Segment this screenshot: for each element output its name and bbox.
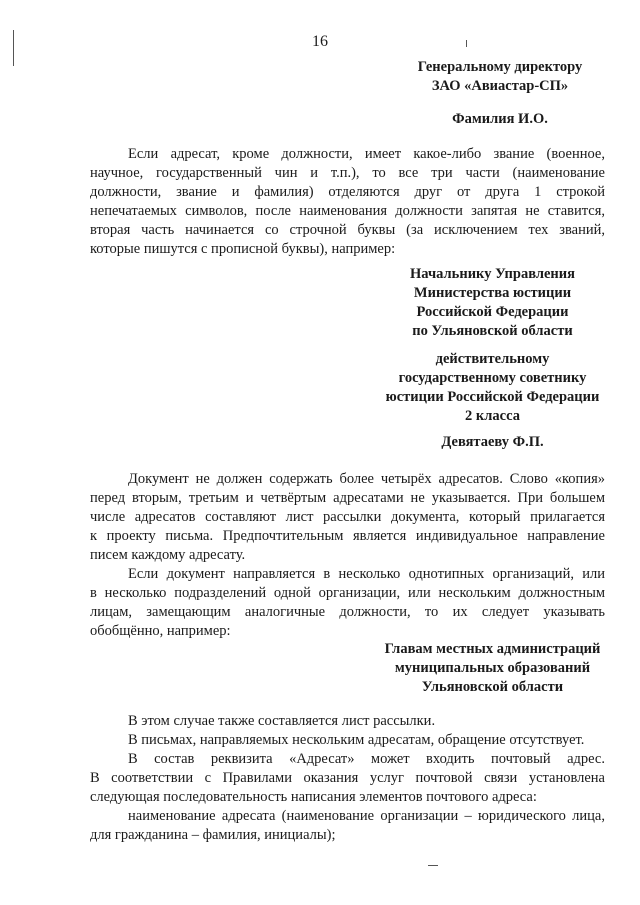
text-line: в несколько подразделений одной организации, или нескольким должностным <box>90 585 605 601</box>
text-line: к проекту письма. Предпочтительным является индивидуальное направление <box>90 528 605 544</box>
text-line: В состав реквизита «Адресат» может входить почтовый адрес. <box>128 751 605 767</box>
paragraph-1 <box>90 145 605 259</box>
text-line: научное, государственный чин и т.п.), то все три части (наименование <box>90 165 605 181</box>
text-line: следующая последовательность написания элементов почтового адреса: <box>90 789 537 805</box>
scan-mark <box>428 865 438 866</box>
text-line: непечатаемых символов, после наименования должности запятая не ставится, <box>90 203 605 219</box>
text-line: числе адресатов составляют лист рассылки документа, который прилагается <box>90 509 605 525</box>
addressee-3-line: Ульяновской области <box>421 679 564 695</box>
text-line: которые пишутся с прописной буквы), например: <box>90 241 396 257</box>
addressee-1-title-line: ЗАО «Авиастар-СП» <box>431 78 569 94</box>
addressee-1-name: Фамилия И.О. <box>452 111 548 127</box>
text-line: Если документ направляется в несколько однотипных организаций, или <box>128 566 605 582</box>
paragraph-4 <box>90 712 605 731</box>
text-line: писем каждому адресату. <box>90 547 246 563</box>
text-line: лицам, замещающим аналогичные должности, то их следует указывать <box>90 604 605 620</box>
addressee-2-position-line: Министерства юстиции <box>413 285 572 301</box>
addressee-2-position-line: Начальнику Управления <box>410 266 575 282</box>
text-line: должности, звание и фамилия) отделяются друг от друга 1 строкой <box>90 184 605 200</box>
paragraph-2 <box>90 470 605 565</box>
addressee-2-position-line: по Ульяновской области <box>412 323 573 339</box>
addressee-2-rank-line: 2 класса <box>465 408 520 424</box>
scan-mark <box>13 30 14 66</box>
text-line: В письмах, направляемых нескольким адресатам, обращение отсутствует. <box>128 732 585 748</box>
text-line: для гражданина – фамилия, инициалы); <box>90 827 336 843</box>
paragraph-3 <box>90 565 605 641</box>
text-line: обобщённо, например: <box>90 623 231 639</box>
page-number: 16 <box>312 33 328 50</box>
addressee-2-position <box>370 265 615 341</box>
paragraph-7 <box>90 807 605 845</box>
scan-mark <box>466 40 467 47</box>
addressee-3-block <box>360 640 625 697</box>
text-line: В соответствии с Правилами оказания услуг почтовой связи установлена <box>90 770 605 786</box>
addressee-2-position-line: Российской Федерации <box>416 304 569 320</box>
text-line: В этом случае также составляется лист рассылки. <box>128 713 436 729</box>
text-line: Если адресат, кроме должности, имеет какое-либо звание (военное, <box>128 146 605 162</box>
text-line: Документ не должен содержать более четырёх адресатов. Слово «копия» <box>128 471 605 487</box>
addressee-2-name: Девятаеву Ф.П. <box>441 434 544 450</box>
addressee-1-block <box>400 58 600 96</box>
addressee-2-rank-line: государственному советнику <box>398 370 587 386</box>
paragraph-5 <box>90 731 605 750</box>
addressee-3-line: Главам местных администраций <box>384 641 601 657</box>
text-line: перед вторым, третьим и четвёртым адресатами не указывается. При большем <box>90 490 605 506</box>
addressee-3-line: муниципальных образований <box>394 660 591 676</box>
text-line: вторая часть начинается со строчной буквы (за исключением тех званий, <box>90 222 605 238</box>
addressee-2-rank-line: юстиции Российской Федерации <box>385 389 600 405</box>
paragraph-6 <box>90 750 605 807</box>
addressee-2-rank <box>370 350 615 426</box>
addressee-1-title-line: Генеральному директору <box>417 59 583 75</box>
text-line: наименование адресата (наименование организации – юридического лица, <box>128 808 605 824</box>
addressee-2-rank-line: действительному <box>435 351 550 367</box>
